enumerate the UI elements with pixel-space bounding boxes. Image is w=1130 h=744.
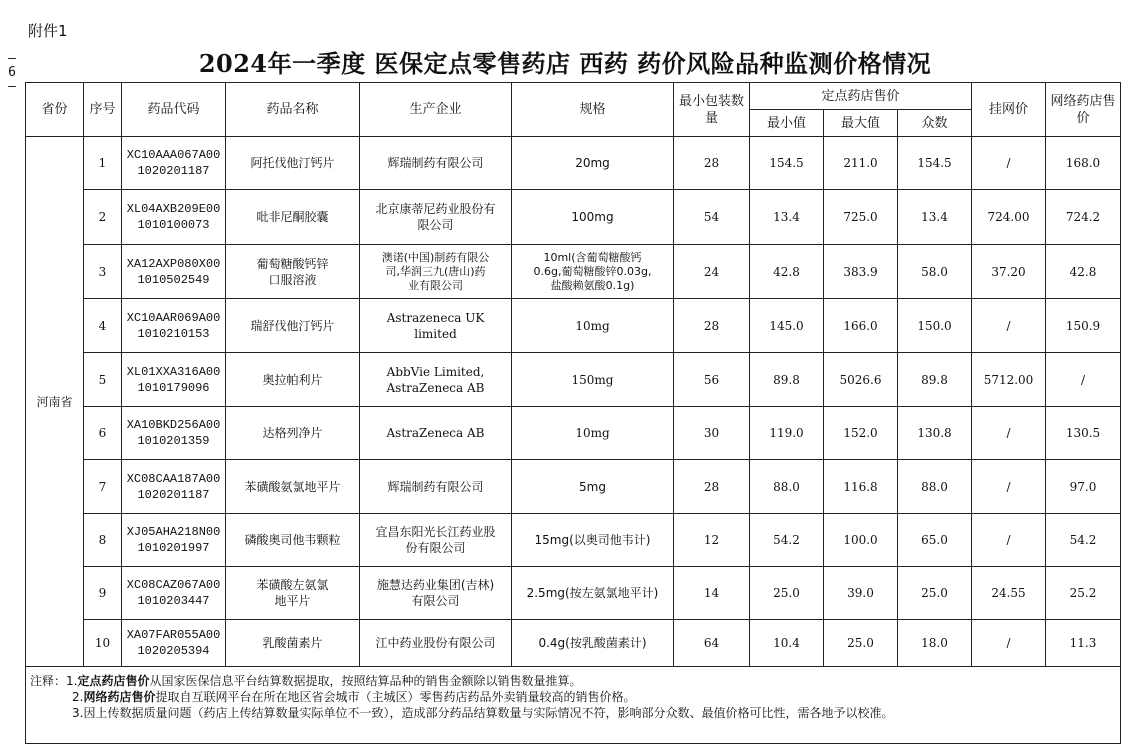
cell-min: 145.0 [750,299,824,353]
cell-pack: 28 [674,137,750,190]
spec-line: 15mg(以奥司他韦计) [534,533,651,547]
side-mark-dash-bottom: — [8,79,16,94]
maker-line: 北京康蒂尼药业股份有 [375,202,496,216]
cell-maker [360,353,512,407]
cell-name [226,567,360,620]
code-line: 1020201187 [137,164,210,178]
cell-mode: 130.8 [898,407,972,460]
table-row [26,514,1121,567]
cell-maker [360,299,512,353]
maker-line: 司,华润三九(唐山)药 [385,264,486,278]
cell-name [226,137,360,190]
table-row [26,620,1121,667]
maker-line: 业有限公司 [408,278,463,292]
cell-mode: 65.0 [898,514,972,567]
note-1-text: 从国家医保信息平台结算数据提取，按照结算品种的销售金额除以销售数量推算。 [149,674,582,688]
note-1-prefix: 注释：1. [30,674,78,688]
table-row [26,299,1121,353]
table-row [26,460,1121,514]
cell-spec [512,190,674,245]
cell-min: 25.0 [750,567,824,620]
code-line: XC10AAR069A00 [126,310,221,325]
header-min: 最小值 [750,110,824,137]
cell-name [226,299,360,353]
cell-code [122,567,226,620]
cell-code [122,353,226,407]
cell-pack: 24 [674,245,750,299]
name-line: 葡萄糖酸钙锌 [256,256,329,271]
header-pack-quantity: 最小包装数量 [674,83,750,137]
cell-online: 724.2 [1046,190,1121,245]
maker-line: 份有限公司 [405,541,466,555]
code-line: XA12AXP080X00 [126,256,221,271]
cell-spec [512,299,674,353]
cell-name [226,407,360,460]
cell-mode: 25.0 [898,567,972,620]
cell-maker [360,137,512,190]
cell-online: 168.0 [1046,137,1121,190]
maker-line: AstraZeneca AB [386,380,485,395]
cell-index: 5 [84,353,122,407]
spec-line: 20mg [575,156,610,170]
cell-online: / [1046,353,1121,407]
spec-line: 10mg [575,426,610,440]
table-row [26,567,1121,620]
note-1 [30,673,1116,689]
cell-name [226,620,360,667]
province-cell: 河南省 [26,137,84,667]
cell-pack: 30 [674,407,750,460]
cell-code [122,299,226,353]
spec-line: 10ml(含葡萄糖酸钙 [543,250,642,264]
name-line: 苯磺酸左氨氯 [256,578,329,592]
cell-maker [360,460,512,514]
table-row [26,407,1121,460]
cell-index: 7 [84,460,122,514]
cell-online: 11.3 [1046,620,1121,667]
cell-listed: 724.00 [972,190,1046,245]
cell-min: 89.8 [750,353,824,407]
header-mode: 众数 [898,110,972,137]
cell-max: 725.0 [824,190,898,245]
cell-index: 10 [84,620,122,667]
header-manufacturer: 生产企业 [360,83,512,137]
cell-maker [360,245,512,299]
name-line: 吡非尼酮胶囊 [256,210,329,224]
cell-max: 5026.6 [824,353,898,407]
header-spec: 规格 [512,83,674,137]
maker-line: 宜昌东阳光长江药业股 [375,525,496,539]
cell-name [226,514,360,567]
cell-index: 3 [84,245,122,299]
header-max: 最大值 [824,110,898,137]
cell-online: 25.2 [1046,567,1121,620]
cell-spec [512,245,674,299]
cell-spec [512,137,674,190]
cell-online: 97.0 [1046,460,1121,514]
cell-maker [360,620,512,667]
notes-row [26,667,1121,744]
code-line: XA10BKD256A00 [126,418,221,432]
maker-line: AstraZeneca AB [386,426,485,440]
spec-line: 0.6g,葡萄糖酸锌0.03g, [533,264,652,278]
name-line: 口服溶液 [268,272,317,287]
cell-mode: 150.0 [898,299,972,353]
cell-max: 383.9 [824,245,898,299]
code-line: 1010179096 [137,380,210,395]
cell-online: 130.5 [1046,407,1121,460]
cell-name [226,190,360,245]
cell-listed: 37.20 [972,245,1046,299]
code-line: 1010201997 [137,541,210,555]
cell-listed: / [972,407,1046,460]
cell-min: 54.2 [750,514,824,567]
cell-index: 2 [84,190,122,245]
cell-spec [512,460,674,514]
table-row [26,245,1121,299]
cell-name [226,353,360,407]
cell-online: 54.2 [1046,514,1121,567]
header-drug-name: 药品名称 [226,83,360,137]
price-table [25,82,1121,744]
document-title: 2024年一季度 医保定点零售药店 西药 药价风险品种监测价格情况 [198,49,932,78]
code-line: 1010201359 [137,434,210,448]
cell-listed: 24.55 [972,567,1046,620]
name-line: 瑞舒伐他汀钙片 [250,318,335,333]
name-line: 苯磺酸氨氯地平片 [244,479,341,494]
spec-line: 150mg [571,372,614,387]
attachment-label: 附件1 [28,22,68,40]
cell-listed: / [972,460,1046,514]
code-line: 1010100073 [137,218,210,232]
cell-min: 119.0 [750,407,824,460]
cell-spec [512,407,674,460]
code-line: 1020205394 [137,644,210,658]
cell-code [122,407,226,460]
header-listed-price: 挂网价 [972,83,1046,137]
code-line: 1010502549 [137,272,210,287]
notes [26,667,1121,744]
cell-code [122,190,226,245]
cell-maker [360,190,512,245]
name-line: 磷酸奥司他韦颗粒 [244,533,341,547]
maker-line: limited [414,326,457,341]
cell-maker [360,407,512,460]
note-2-text: 提取自互联网平台在所在地区省会城市（主城区）零售药店药品外卖销量较高的销售价格。 [155,690,636,704]
cell-maker [360,514,512,567]
cell-min: 154.5 [750,137,824,190]
spec-line: 0.4g(按乳酸菌素计) [538,636,647,650]
name-line: 达格列净片 [262,426,323,440]
note-2-prefix: 2. [72,690,84,704]
cell-pack: 28 [674,460,750,514]
cell-index: 4 [84,299,122,353]
cell-max: 100.0 [824,514,898,567]
header-province: 省份 [26,83,84,137]
note-2 [30,689,1116,705]
note-1-term: 定点药店售价 [77,674,150,688]
cell-name [226,460,360,514]
cell-pack: 56 [674,353,750,407]
cell-pack: 64 [674,620,750,667]
header-drug-code: 药品代码 [122,83,226,137]
cell-min: 42.8 [750,245,824,299]
cell-min: 10.4 [750,620,824,667]
header-online-price: 网络药店售价 [1046,83,1121,137]
cell-spec [512,567,674,620]
note-3: 3.因上传数据质量问题（药店上传结算数量实际单位不一致），造成部分药品结算数量与实际情况不符，影响部分众数、最值价格可比性，需各地予以校准。 [72,706,894,720]
side-mark-page-number: 6 [8,65,16,80]
name-line: 地平片 [274,594,311,608]
cell-max: 152.0 [824,407,898,460]
cell-listed: 5712.00 [972,353,1046,407]
cell-pack: 54 [674,190,750,245]
code-line: 1020201187 [137,487,210,502]
spec-line: 2.5mg(按左氨氯地平计) [526,586,659,600]
cell-index: 9 [84,567,122,620]
maker-line: AbbVie Limited, [386,364,485,379]
code-line: XC10AAA067A00 [126,148,221,162]
name-line: 奥拉帕利片 [262,372,323,387]
cell-index: 6 [84,407,122,460]
cell-max: 116.8 [824,460,898,514]
cell-mode: 13.4 [898,190,972,245]
cell-mode: 18.0 [898,620,972,667]
cell-listed: / [972,620,1046,667]
code-line: XA07FAR055A00 [126,628,221,642]
spec-line: 5mg [579,479,606,494]
maker-line: 辉瑞制药有限公司 [387,156,484,170]
cell-index: 8 [84,514,122,567]
cell-mode: 88.0 [898,460,972,514]
cell-listed: / [972,299,1046,353]
cell-code [122,620,226,667]
table-row [26,353,1121,407]
code-line: XL04AXB209E00 [126,202,221,216]
cell-code [122,245,226,299]
table-row [26,190,1121,245]
cell-spec [512,353,674,407]
spec-line: 100mg [571,210,614,224]
cell-mode: 154.5 [898,137,972,190]
cell-pack: 28 [674,299,750,353]
cell-mode: 58.0 [898,245,972,299]
cell-pack: 12 [674,514,750,567]
code-line: 1010203447 [137,594,210,608]
cell-min: 88.0 [750,460,824,514]
header-index: 序号 [84,83,122,137]
maker-line: 有限公司 [411,594,460,608]
cell-min: 13.4 [750,190,824,245]
maker-line: 施慧达药业集团(吉林) [376,578,495,592]
header-store-price: 定点药店售价 [750,83,972,110]
cell-online: 42.8 [1046,245,1121,299]
cell-name [226,245,360,299]
spec-line: 10mg [575,318,610,333]
name-line: 阿托伐他汀钙片 [250,156,335,170]
cell-mode: 89.8 [898,353,972,407]
cell-listed: / [972,137,1046,190]
note-2-term: 网络药店售价 [83,690,156,704]
cell-index: 1 [84,137,122,190]
cell-listed: / [972,514,1046,567]
cell-maker [360,567,512,620]
cell-code [122,514,226,567]
maker-line: 江中药业股份有限公司 [375,636,496,650]
cell-code [122,460,226,514]
cell-max: 211.0 [824,137,898,190]
cell-spec [512,514,674,567]
maker-line: Astrazeneca UK [386,310,485,325]
cell-max: 25.0 [824,620,898,667]
code-line: XJ05AHA218N00 [126,525,221,539]
code-line: XC08CAZ067A00 [126,578,221,592]
code-line: XC08CAA187A00 [126,471,221,486]
cell-max: 39.0 [824,567,898,620]
side-mark-dash-top: — [8,51,16,66]
cell-pack: 14 [674,567,750,620]
cell-online: 150.9 [1046,299,1121,353]
cell-spec [512,620,674,667]
cell-code [122,137,226,190]
maker-line: 澳诺(中国)制药有限公 [381,250,490,264]
code-line: XL01XXA316A00 [126,364,221,379]
table-row [26,137,1121,190]
maker-line: 辉瑞制药有限公司 [387,479,484,494]
maker-line: 限公司 [417,218,454,232]
cell-max: 166.0 [824,299,898,353]
spec-line: 盐酸赖氨酸0.1g) [550,278,635,292]
code-line: 1010210153 [137,326,210,341]
name-line: 乳酸菌素片 [262,636,323,650]
